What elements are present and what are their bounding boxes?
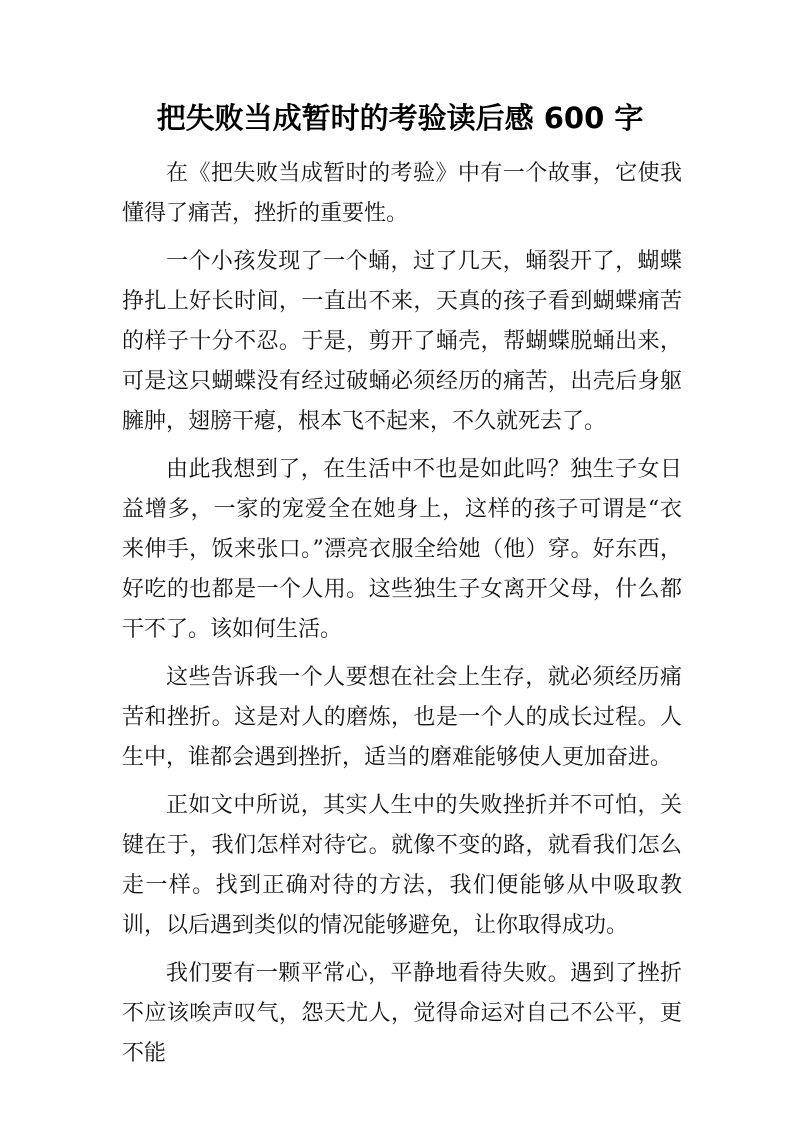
paragraph: 在《把失败当成暂时的考验》中有一个故事，它使我懂得了痛苦，挫折的重要性。	[122, 161, 682, 226]
paragraph: 这些告诉我一个人要想在社会上生存，就必须经历痛苦和挫折。这是对人的磨炼，也是一个人的成长过程。人生中，谁都会遇到挫折，适当的磨难能够使人更加奋进。	[122, 665, 682, 770]
paragraph: 正如文中所说，其实人生中的失败挫折并不可怕，关键在于，我们怎样对待它。就像不变的路，就看我们怎么走一样。找到正确对待的方法，我们便能够从中吸取教训，以后遇到类似的情况能够避免，让你取得成功。	[122, 793, 682, 938]
paragraph: 一个小孩发现了一个蛹，过了几天，蛹裂开了，蝴蝶挣扎上好长时间，一直出不来，天真的孩子看到蝴蝶痛苦的样子十分不忍。于是，剪开了蛹壳，帮蝴蝶脱蛹出来，可是这只蝴蝶没有经过破蛹必须经历的痛苦，出壳后身躯臃肿，翅膀干瘪，根本飞不起来，不久就死去了。	[122, 249, 682, 434]
paragraph: 我们要有一颗平常心，平静地看待失败。遇到了挫折不应该唉声叹气，怨天尤人，觉得命运对自己不公平，更不能	[122, 961, 682, 1066]
paragraph: 由此我想到了，在生活中不也是如此吗？独生子女日益增多，一家的宠爱全在她身上，这样的孩子可谓是“衣来伸手，饭来张口。”漂亮衣服全给她（他）穿。好东西，好吃的也都是一个人用。这些独生子女离开父母，什么都干不了。该如何生活。	[122, 457, 682, 642]
document-title: 把失败当成暂时的考验读后感 600 字	[156, 101, 644, 135]
document-body	[122, 154, 682, 1082]
